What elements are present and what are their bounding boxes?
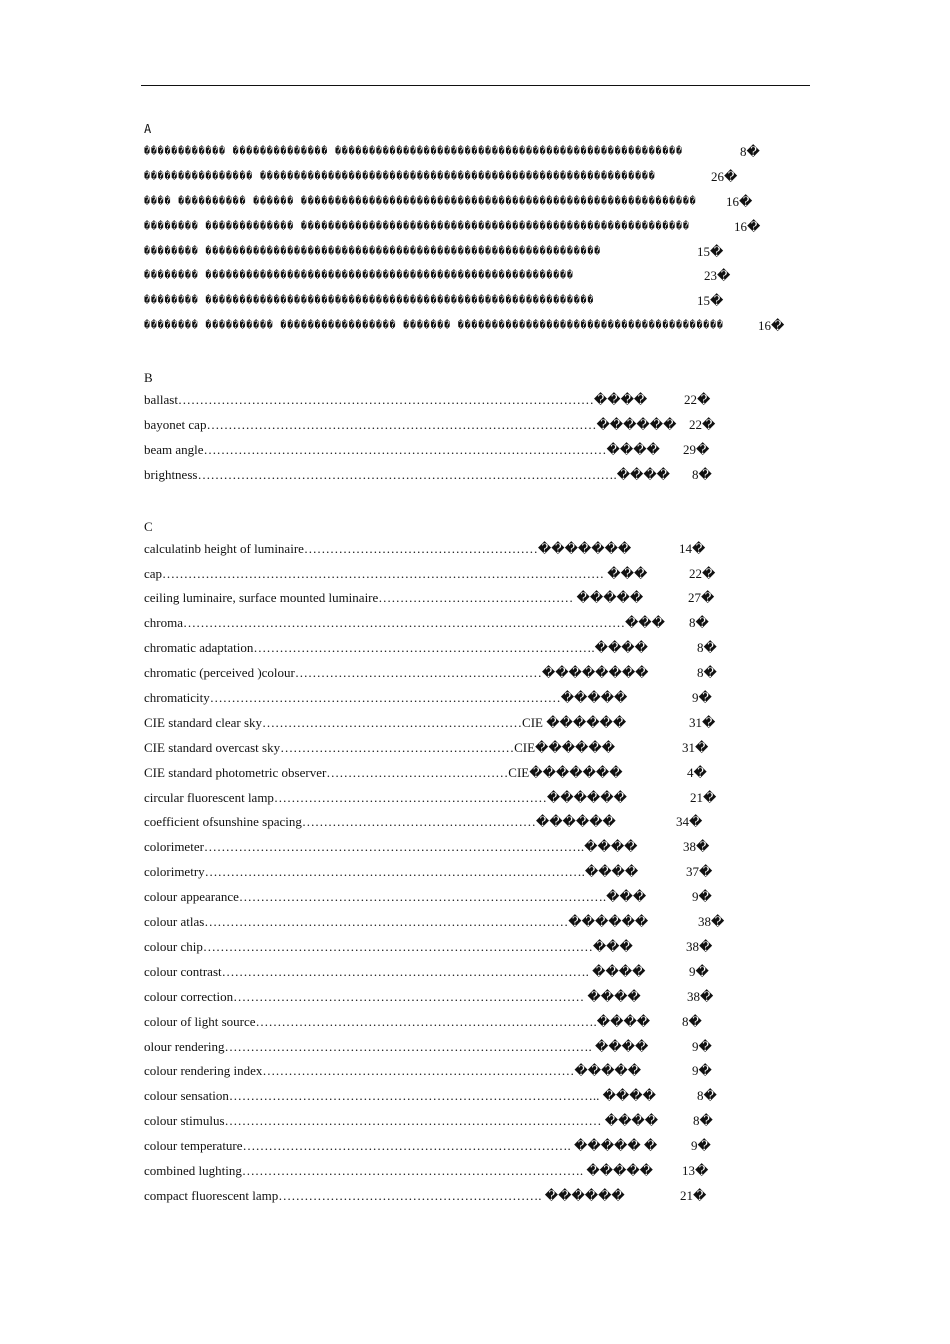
entry-term: ������������ �������������� ��������������������������������������������������� — [144, 146, 683, 157]
section-gap — [144, 339, 784, 367]
entry-term: beam angle…………………………………………………………………………………���� — [144, 441, 660, 457]
entry-term: CIE standard overcast sky………………………………………………CIE������ — [144, 739, 616, 755]
entry-page: 14� — [679, 540, 706, 556]
entry-term: colour stimulus…………………………………………………………………………… ���� — [144, 1113, 659, 1129]
entry-page: 13� — [682, 1162, 709, 1178]
section-letter: B — [144, 370, 153, 386]
entry-page: 26� — [711, 168, 738, 184]
index-entry — [144, 686, 784, 711]
section-c — [144, 516, 784, 1209]
index-entry — [144, 586, 784, 611]
entry-term: colour temperature…………………………………………………………………. ����� � — [144, 1138, 658, 1154]
index-entry — [144, 240, 784, 265]
index-content — [144, 118, 784, 1209]
entry-term: colorimeter…………………………………………………………………………….���� — [144, 839, 638, 855]
entry-term: ballast……………………………………………………………………………………���� — [144, 392, 648, 408]
index-entry — [144, 736, 784, 761]
entry-page: 38� — [686, 938, 713, 954]
entry-page: 8� — [697, 665, 717, 681]
entry-term: colour of light source…………………………………………………………………….���� — [144, 1013, 651, 1029]
index-entry — [144, 910, 784, 935]
entry-page: 16� — [734, 218, 761, 234]
index-entry — [144, 835, 784, 860]
entry-page: 8� — [682, 1013, 702, 1029]
entry-page: 8� — [697, 640, 717, 656]
section-gap — [144, 488, 784, 516]
index-entry — [144, 860, 784, 885]
index-entry — [144, 611, 784, 636]
index-entry — [144, 935, 784, 960]
entry-term: �������� ���������������������������������������������������������� — [144, 245, 601, 257]
entry-page: 37� — [686, 864, 713, 880]
entry-page: 8� — [689, 615, 709, 631]
entry-term: CIE standard clear sky……………………………………………………CIE ������ — [144, 714, 627, 730]
entry-page: 21� — [680, 1187, 707, 1203]
entry-page: 8� — [697, 1088, 717, 1104]
index-entry — [144, 264, 784, 289]
entry-page: 22� — [684, 392, 711, 408]
section-b — [144, 367, 784, 488]
entry-term: ���������������� ���������������������������������������������������������� — [144, 170, 656, 182]
entry-term: bayonet cap………………………………………………………………………………������ — [144, 417, 677, 433]
index-entry — [144, 140, 784, 165]
index-entry — [144, 1035, 784, 1060]
entry-page: 16� — [726, 193, 753, 209]
entry-term: colorimetry…………………………………………………………………………….���� — [144, 864, 639, 880]
index-entry — [144, 711, 784, 736]
entry-term: colour chip………………………………………………………………………………��� — [144, 938, 633, 954]
entry-page: 16� — [758, 318, 785, 334]
index-entry — [144, 786, 784, 811]
entry-term: ceiling luminaire, surface mounted luminaire……………………………………… ����� — [144, 590, 644, 606]
index-entry — [144, 960, 784, 985]
entry-term: ���� ���������� ������ ���������������������������������������������������������� — [144, 195, 697, 207]
entry-page: 15� — [697, 243, 724, 259]
entry-term: chroma…………………………………………………………………………………………��� — [144, 615, 665, 631]
index-entry — [144, 985, 784, 1010]
entry-page: 9� — [692, 889, 712, 905]
entry-term: colour atlas…………………………………………………………………………������ — [144, 914, 649, 930]
entry-page: 27� — [688, 590, 715, 606]
index-entry — [144, 761, 784, 786]
entry-page: 9� — [692, 1063, 712, 1079]
index-entry — [144, 562, 784, 587]
entry-term: brightness…………………………………………………………………………………….���� — [144, 466, 671, 482]
entry-page: 22� — [689, 565, 716, 581]
entry-page: 9� — [692, 690, 712, 706]
entry-term: CIE standard photometric observer……………………………………CIE������� — [144, 764, 623, 780]
entry-term: olour rendering…………………………………………………………………………. ���� — [144, 1038, 649, 1054]
entry-page: 31� — [689, 714, 716, 730]
entry-term: colour correction……………………………………………………………………… ���� — [144, 988, 641, 1004]
entry-term: calculatinb height of luminaire………………………………………………������� — [144, 540, 632, 556]
entry-page: 9� — [689, 963, 709, 979]
index-entry — [144, 1184, 784, 1209]
index-entry — [144, 413, 784, 438]
section-letter: A — [144, 122, 152, 136]
index-entry — [144, 1109, 784, 1134]
entry-page: 22� — [689, 417, 716, 433]
entry-page: 8� — [693, 1113, 713, 1129]
index-entry — [144, 810, 784, 835]
index-entry — [144, 1010, 784, 1035]
entry-term: �������� ���������� ����������������� ������� ��������������������������������������� — [144, 320, 724, 332]
index-entry — [144, 537, 784, 562]
entry-term: circular fluorescent lamp………………………………………………………������ — [144, 789, 627, 805]
entry-term: coefficient ofsunshine spacing………………………………………………������ — [144, 814, 616, 830]
entry-page: 38� — [698, 914, 725, 930]
index-entry — [144, 1134, 784, 1159]
entry-term: �������� ��������������������������������������������������������� — [144, 295, 595, 307]
index-entry — [144, 190, 784, 215]
index-entry — [144, 215, 784, 240]
index-entry — [144, 885, 784, 910]
index-entry — [144, 314, 784, 339]
entry-page: 21� — [690, 789, 717, 805]
index-entry — [144, 1159, 784, 1184]
index-entry — [144, 1084, 784, 1109]
entry-term: colour rendering index………………………………………………………………����� — [144, 1063, 642, 1079]
entry-page: 34� — [676, 814, 703, 830]
entry-term: compact fluorescent lamp……………………………………………………. ������ — [144, 1187, 625, 1203]
header-rule — [141, 85, 810, 86]
entry-page: 4� — [687, 764, 707, 780]
entry-term: �������� ������������� ��������������������������������������������������������� — [144, 220, 690, 232]
index-entry — [144, 661, 784, 686]
entry-term: chromatic (perceived )colour…………………………………………………�������� — [144, 665, 649, 681]
entry-term: combined lughting……………………………………………………………………. ����� — [144, 1162, 653, 1178]
entry-page: 8� — [692, 466, 712, 482]
entry-term: chromaticity………………………………………………………………………����� — [144, 690, 628, 706]
entry-page: 9� — [692, 1038, 712, 1054]
entry-term: chromatic adaptation…………………………………………………………………….���� — [144, 640, 648, 656]
entry-term: cap………………………………………………………………………………………… ��� — [144, 565, 648, 581]
entry-term: �������� ������������������������������������������������������ — [144, 270, 574, 282]
entry-page: 8� — [740, 144, 760, 159]
entry-page: 23� — [704, 268, 731, 284]
entry-page: 38� — [687, 988, 714, 1004]
index-entry — [144, 463, 784, 488]
entry-page: 9� — [691, 1138, 711, 1154]
index-entry — [144, 388, 784, 413]
entry-page: 31� — [682, 739, 709, 755]
entry-page: 29� — [683, 441, 710, 457]
entry-term: colour appearance………………………………………………………………………….��� — [144, 889, 647, 905]
index-entry — [144, 636, 784, 661]
section-a — [144, 118, 784, 339]
section-letter: C — [144, 518, 153, 534]
entry-term: colour contrast…………………………………………………………………………. ���� — [144, 963, 646, 979]
index-entry — [144, 289, 784, 314]
entry-term: colour sensation………………………………………………………………………….. ���� — [144, 1088, 656, 1104]
entry-page: 38� — [683, 839, 710, 855]
index-entry — [144, 438, 784, 463]
index-entry — [144, 1059, 784, 1084]
entry-page: 15� — [697, 293, 724, 309]
index-entry — [144, 165, 784, 190]
